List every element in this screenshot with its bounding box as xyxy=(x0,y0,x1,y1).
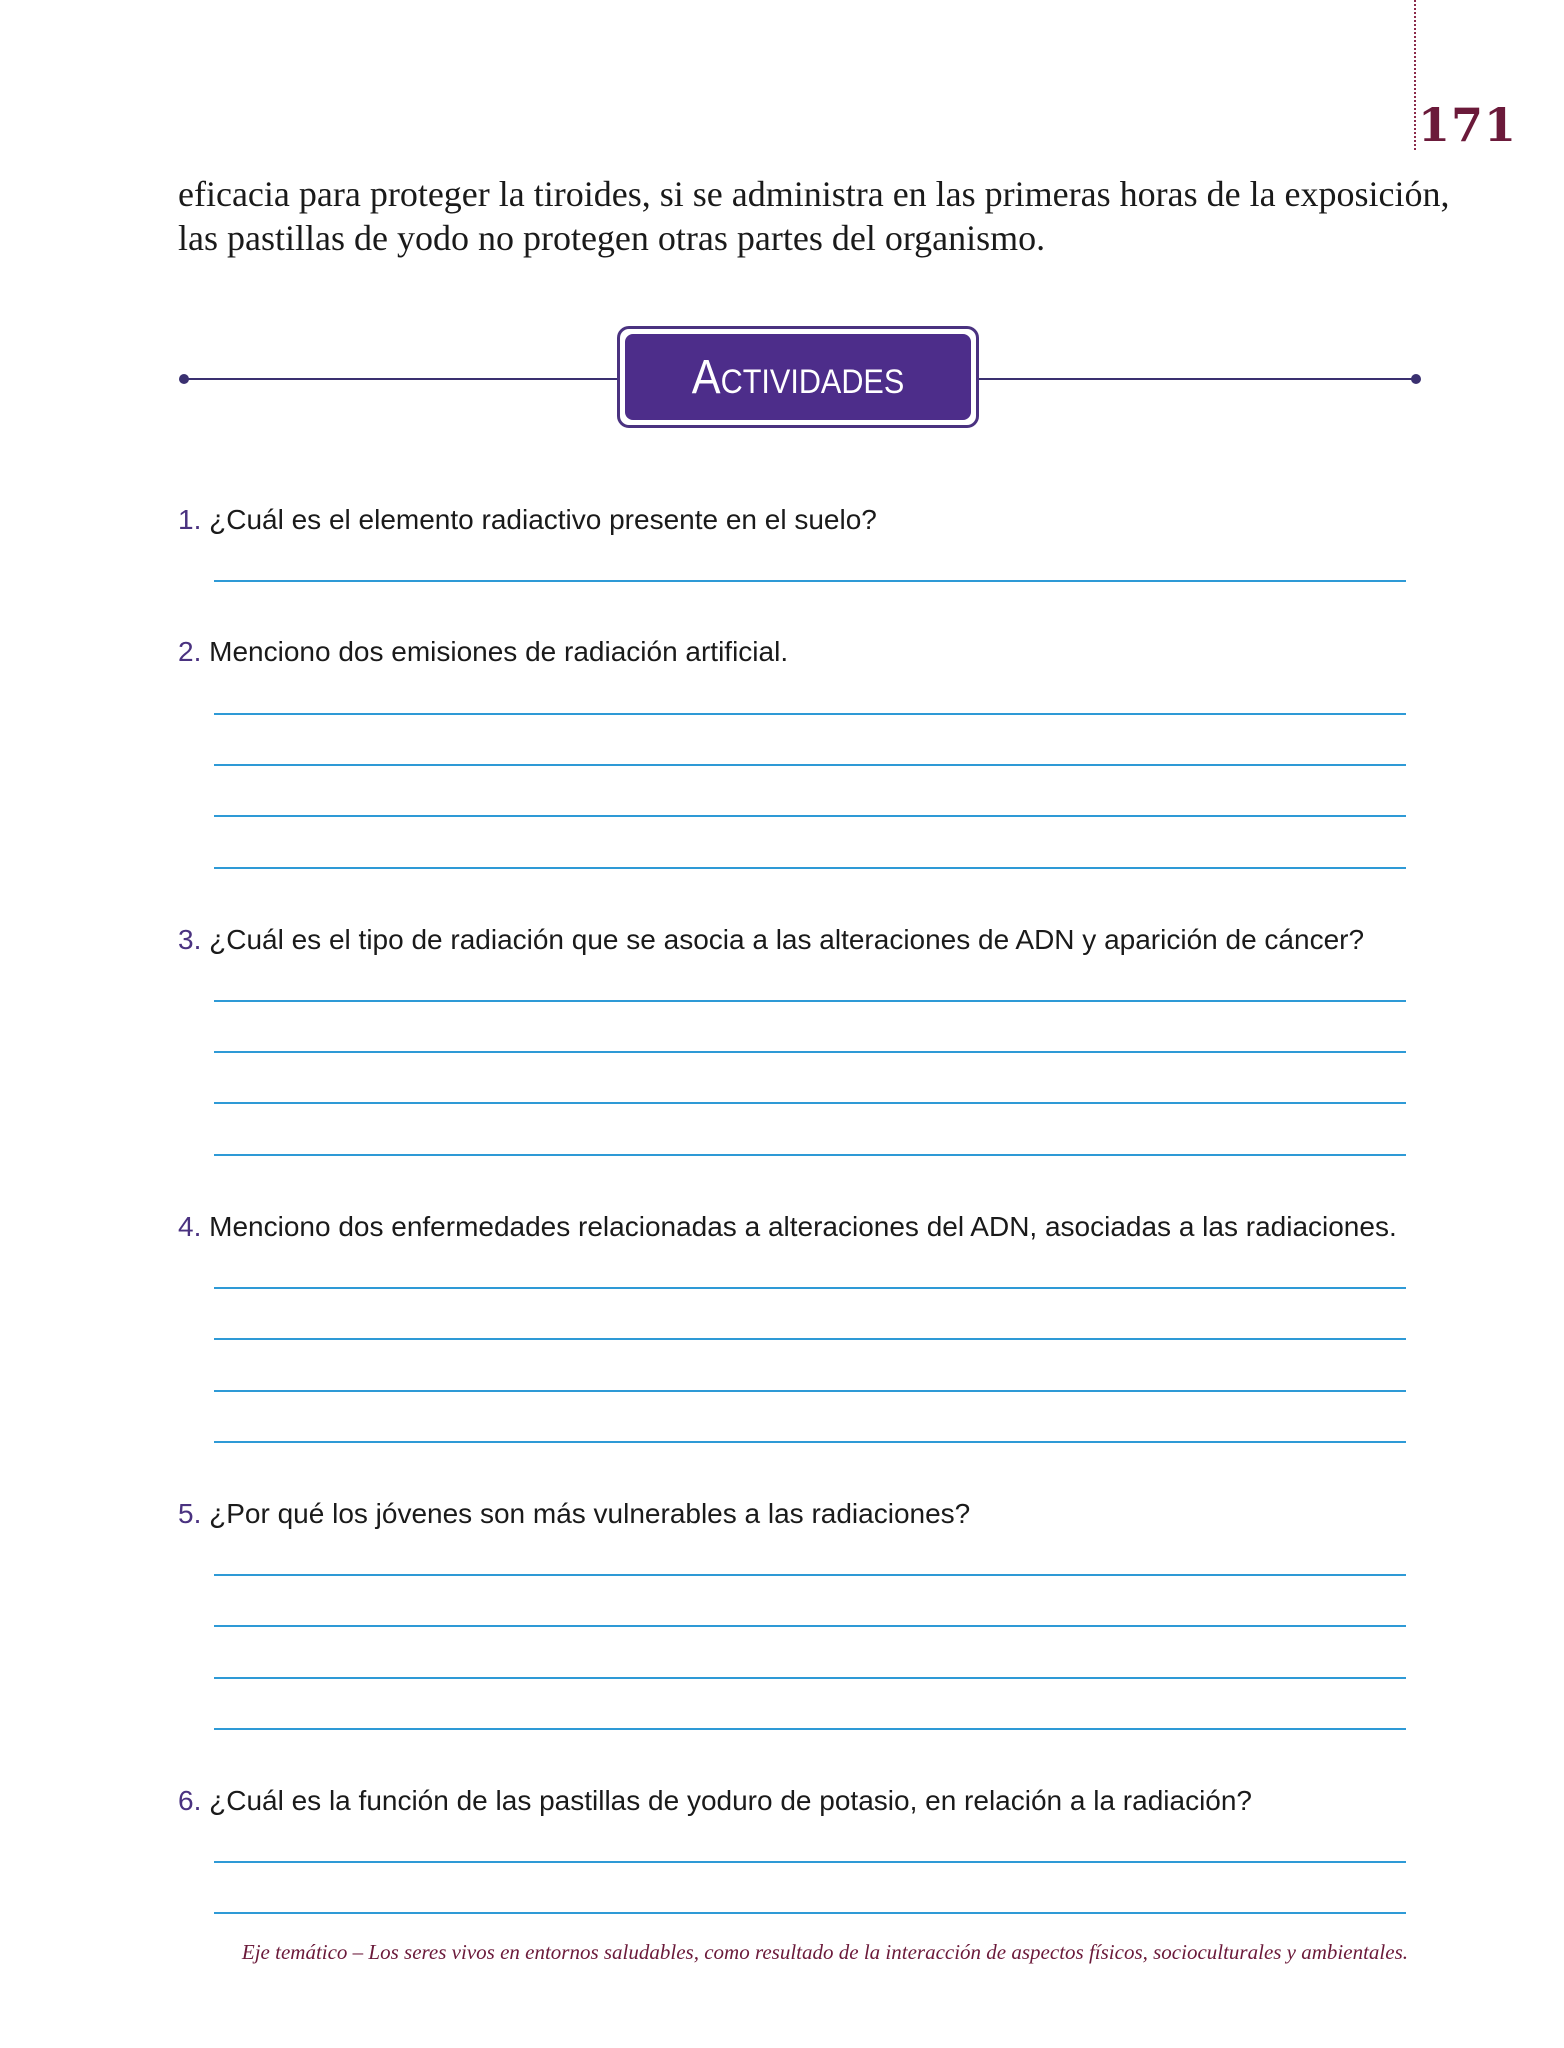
page-edge-rule xyxy=(1414,0,1416,150)
question-text: ¿Cuál es el tipo de radiación que se asocia a las alteraciones de ADN y aparición de cáncer? xyxy=(209,924,1365,955)
banner-divider-left xyxy=(184,378,624,380)
answer-line[interactable] xyxy=(214,1390,1406,1392)
page-number: 171 xyxy=(1418,98,1518,152)
question-number: 5. xyxy=(178,1498,202,1529)
question-4 xyxy=(178,1211,1418,1243)
question-5 xyxy=(178,1498,1418,1530)
question-text: ¿Cuál es la función de las pastillas de yoduro de potasio, en relación a la radiación? xyxy=(209,1785,1253,1816)
answer-line[interactable] xyxy=(214,1861,1406,1863)
question-number: 6. xyxy=(178,1785,202,1816)
intro-line: las pastillas de yodo no protegen otras partes del organismo. xyxy=(178,218,1046,258)
answer-line[interactable] xyxy=(214,1441,1406,1443)
question-number: 3. xyxy=(178,924,202,955)
answer-line[interactable] xyxy=(214,1625,1406,1627)
section-banner xyxy=(617,326,979,428)
answer-line[interactable] xyxy=(214,713,1406,715)
answer-line[interactable] xyxy=(214,867,1406,869)
question-1 xyxy=(178,504,1418,536)
question-number: 4. xyxy=(178,1211,202,1242)
intro-paragraph xyxy=(178,172,1450,260)
answer-line[interactable] xyxy=(214,1574,1406,1576)
answer-line[interactable] xyxy=(214,1154,1406,1156)
answer-line[interactable] xyxy=(214,1338,1406,1340)
answer-line[interactable] xyxy=(214,1677,1406,1679)
answer-line[interactable] xyxy=(214,1912,1406,1914)
section-banner-fill xyxy=(625,334,971,420)
question-number: 2. xyxy=(178,636,202,667)
question-6 xyxy=(178,1785,1418,1817)
question-text: Menciono dos enfermedades relacionadas a alteraciones del ADN, asociadas a las radiaciones. xyxy=(209,1211,1397,1242)
intro-line: eficacia para proteger la tiroides, si se administra en las primeras horas de la exposición, xyxy=(178,174,1450,214)
question-text: ¿Por qué los jóvenes son más vulnerables a las radiaciones? xyxy=(209,1498,971,1529)
answer-line[interactable] xyxy=(214,1000,1406,1002)
answer-line[interactable] xyxy=(214,1728,1406,1730)
banner-divider-right xyxy=(972,378,1416,380)
page-footer: Eje temático – Los seres vivos en entornos saludables, como resultado de la interacción de aspectos físicos, socioculturales y ambientales. xyxy=(241,1940,1408,1964)
answer-line[interactable] xyxy=(214,764,1406,766)
question-3 xyxy=(178,924,1418,956)
banner-line-endpoint xyxy=(1411,374,1421,384)
question-text: Menciono dos emisiones de radiación artificial. xyxy=(209,636,789,667)
answer-line[interactable] xyxy=(214,580,1406,582)
question-text: ¿Cuál es el elemento radiactivo presente en el suelo? xyxy=(209,504,877,535)
section-title: Actividades xyxy=(691,350,905,404)
answer-line[interactable] xyxy=(214,1051,1406,1053)
question-2 xyxy=(178,636,1418,668)
answer-line[interactable] xyxy=(214,815,1406,817)
answer-line[interactable] xyxy=(214,1102,1406,1104)
question-number: 1. xyxy=(178,504,202,535)
answer-line[interactable] xyxy=(214,1287,1406,1289)
